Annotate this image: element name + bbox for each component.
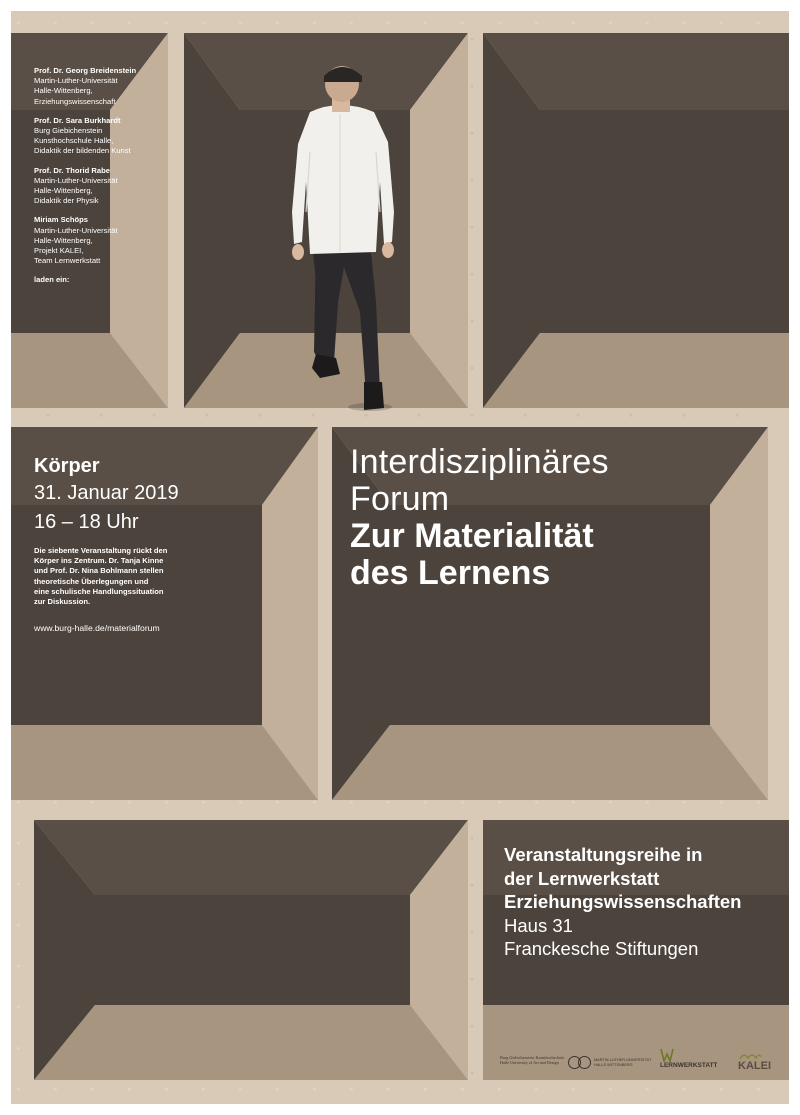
event-date: 31. Januar 2019 xyxy=(34,482,179,504)
lernwerkstatt-mark-icon xyxy=(660,1048,674,1062)
box-bottom-left-wall-top xyxy=(34,820,468,895)
box-middle-right-wall-bottom xyxy=(332,725,768,800)
inviter-affiliation: Martin-Luther-Universität Halle-Wittenberg, Projekt KALEI, Team Lernwerkstatt xyxy=(34,225,118,266)
lernwerkstatt-logo-text: LERNWERKSTATT xyxy=(660,1062,718,1069)
series-line-4: Haus 31 xyxy=(504,914,573,936)
kalei-logo xyxy=(738,1052,771,1072)
mlu-ring-icon xyxy=(578,1056,591,1069)
event-info xyxy=(34,454,289,633)
inviter-4 xyxy=(34,215,164,266)
title-line-3: Zur Materialität xyxy=(350,517,594,555)
inviter-affiliation: Martin-Luther-Universität Halle-Wittenberg, Erziehungswissenschaft xyxy=(34,76,118,106)
inviter-name: Prof. Dr. Georg Breidenstein xyxy=(34,66,137,75)
invite-text: laden ein: xyxy=(34,275,70,285)
box-bottom-left-wall-bottom xyxy=(34,1005,468,1080)
event-time: 16 – 18 Uhr xyxy=(34,511,139,533)
event-url[interactable]: www.burg-halle.de/materialforum xyxy=(34,623,160,634)
series-line-5: Franckesche Stiftungen xyxy=(504,938,699,959)
inviters-list xyxy=(34,66,164,286)
burg-logo: Burg Giebichenstein Kunsthochschule Halle University of Art and Design xyxy=(500,1055,565,1065)
walking-person-illustration xyxy=(280,62,400,412)
inviter-2 xyxy=(34,116,164,157)
event-description: Die siebente Veranstaltung rückt den Körper ins Zentrum. Dr. Tanja Kinne und Prof. Dr. Nina Bohlmann stellen theoretische Überlegungen und eine schulische Handlungssituation zur Diskussion. xyxy=(34,546,168,607)
kalei-logo-text: KALEI xyxy=(738,1060,771,1072)
inviter-affiliation: Burg Giebichenstein Kunsthochschule Halle, Didaktik der bildenden Kunst xyxy=(34,126,131,156)
inviter-name: Miriam Schöps xyxy=(34,215,89,225)
series-info xyxy=(504,843,784,961)
mlu-logo-text: MARTIN-LUTHER-UNIVERSITÄT HALLE-WITTENBERG xyxy=(594,1058,652,1067)
lernwerkstatt-logo xyxy=(660,1048,718,1069)
inviter-1 xyxy=(34,66,164,107)
inviter-name: Prof. Dr. Thorid Rabe xyxy=(34,165,110,175)
title-line-1: Interdisziplinäres xyxy=(350,443,609,481)
event-topic: Körper xyxy=(34,455,100,477)
main-title xyxy=(350,444,750,592)
box-top-right-back xyxy=(540,110,789,333)
inviter-affiliation: Martin-Luther-Universität Halle-Wittenberg, Didaktik der Physik xyxy=(34,175,118,206)
box-bottom-left-back xyxy=(95,895,410,1005)
mlu-logo xyxy=(568,1054,654,1072)
title-line-4: des Lernens xyxy=(350,554,551,592)
logo-strip xyxy=(486,1046,786,1082)
kalei-leaves-icon xyxy=(738,1052,762,1060)
title-line-2: Forum xyxy=(350,480,450,518)
inviter-3 xyxy=(34,166,164,207)
series-line-1: Veranstaltungsreihe in xyxy=(504,844,703,865)
series-line-3: Erziehungswissenschaften xyxy=(504,891,742,912)
inviter-name: Prof. Dr. Sara Burkhardt xyxy=(34,115,121,125)
series-line-2: der Lernwerkstatt xyxy=(504,867,660,889)
